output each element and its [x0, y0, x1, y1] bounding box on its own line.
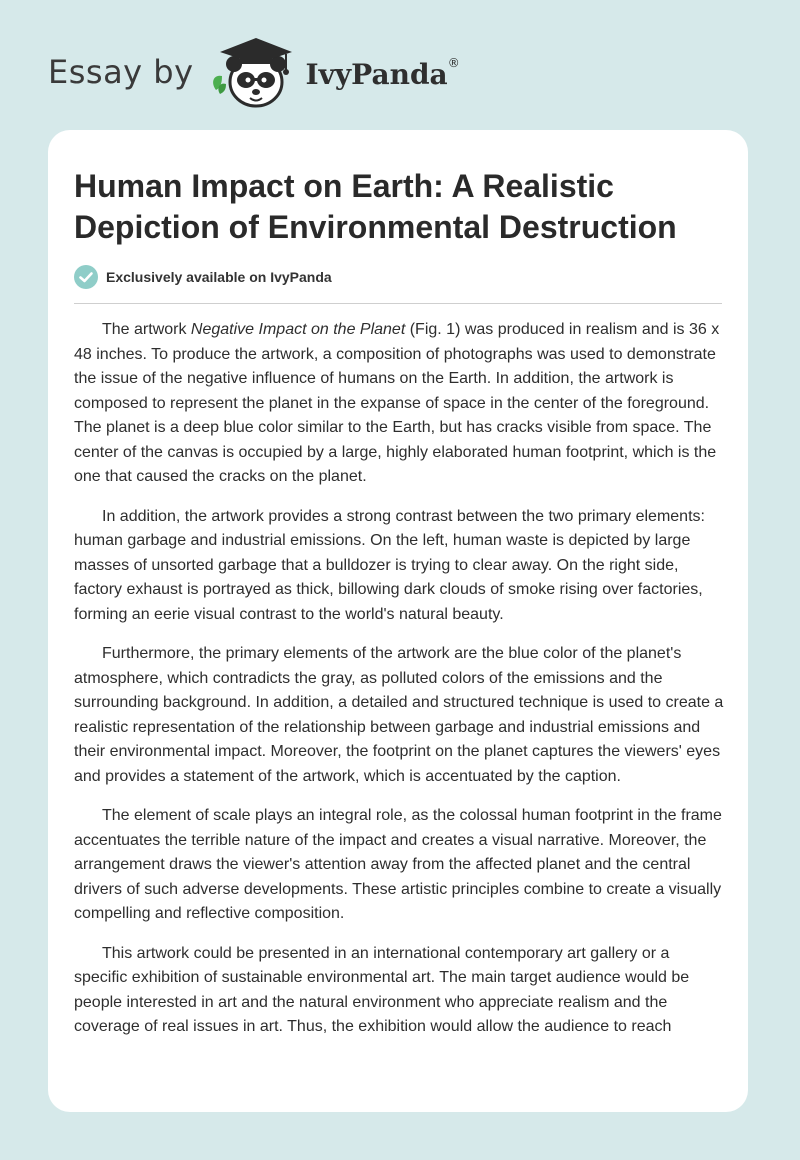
essay-body — [74, 318, 724, 1055]
essay-card — [48, 130, 748, 1112]
site-header — [48, 32, 568, 112]
paragraph-4: The element of scale plays an integral role, as the colossal human footprint in the frame accentuates the terrible nature of the impact and creates a visual narrative. Moreover, the arrangement draws the viewer's attention away from the affected planet and the central drivers of such adverse developments. These artistic principles combine to create a visually compelling and reflective composition. — [74, 807, 722, 922]
registered-mark: ® — [447, 56, 460, 71]
page-title: Human Impact on Earth: A Realistic Depiction of Environmental Destruction — [74, 168, 677, 245]
brand-name[interactable]: IvyPanda® — [305, 56, 460, 91]
essay-by-label: Essay by — [48, 53, 194, 91]
paragraph-3: Furthermore, the primary elements of the artwork are the blue color of the planet's atmosphere, which contradicts the gray, as polluted colors of the emissions and the surrounding background. In addition, a detailed and structured technique is used to create a realistic representation of the relationship between garbage and industrial emissions and their environmental impact. Moreover, the footprint on the planet captures the viewers' eyes and provides a statement of the artwork, which is accentuated by the caption. — [74, 645, 724, 785]
panda-graduate-icon[interactable] — [206, 32, 302, 112]
divider — [74, 303, 722, 304]
badge-label: Exclusively available on IvyPanda — [106, 269, 332, 285]
paragraph-2: In addition, the artwork provides a strong contrast between the two primary elements: human garbage and industrial emissions. On the left, human waste is depicted by large masses of unsorted garbage that a bulldozer is trying to clear away. On the right side, factory exhaust is portrayed as thick, billowing dark clouds of smoke rising over factories, forming an eerie visual contrast to the world's natural beauty. — [74, 507, 705, 623]
paragraph-1: The artwork Negative Impact on the Planet (Fig. 1) was produced in realism and is 36 x 48 inches. To produce the artwork, a composition of photographs was used to demonstrate the issue of the negative influence of humans on the Earth. In addition, the artwork is composed to represent the planet in the expanse of space in the center of the foreground. The planet is a deep blue color similar to the Earth, but has cracks visible from space. The center of the canvas is occupied by a large, highly elaborated human footprint, which is the one that caused the cracks on the planet. — [74, 321, 720, 485]
artwork-title: Negative Impact on the Planet — [190, 321, 406, 338]
exclusive-badge — [74, 265, 332, 289]
paragraph-5: This artwork could be presented in an international contemporary art gallery or a specific exhibition of sustainable environmental art. The main target audience would be people interested in art and the natural environment who appreciate realism and the coverage of real issues in art. Thus, the exhibition would allow the audience to reach — [74, 944, 690, 1035]
check-circle-icon — [74, 265, 98, 289]
